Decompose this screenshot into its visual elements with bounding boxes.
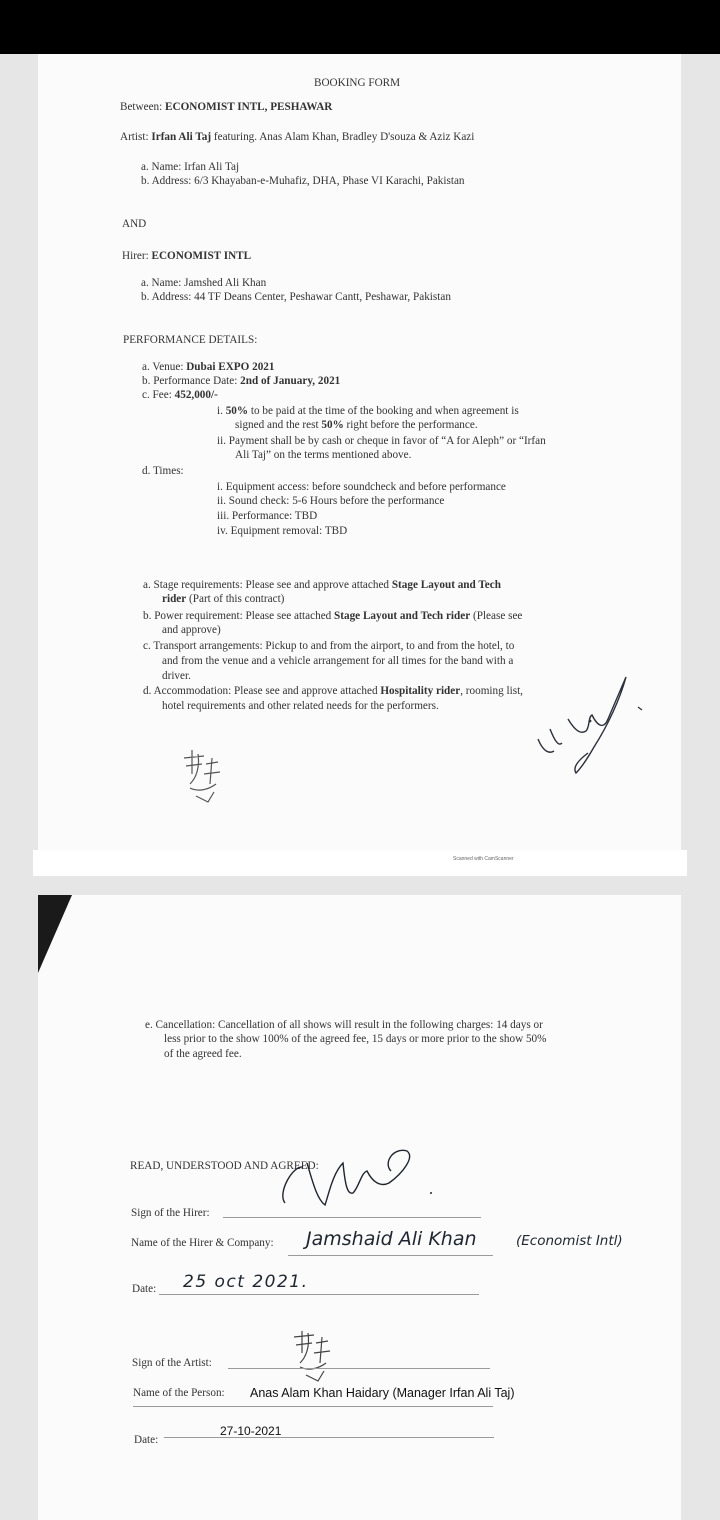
power-req-bold: Stage Layout and Tech rider [334, 610, 471, 622]
sign-hirer-label: Sign of the Hirer: [131, 1207, 210, 1219]
times-item: i. Equipment access: before soundcheck and before performance [217, 481, 506, 493]
stage-requirement-cont [162, 592, 284, 607]
date-line-artist [164, 1437, 494, 1438]
accommodation-text: d. Accommodation: Please see and approve attached [143, 685, 381, 697]
stage-requirement [143, 578, 501, 593]
and-label: AND [122, 218, 147, 230]
fee-item-i-marker: i. [217, 405, 226, 417]
venue-line [142, 360, 275, 375]
date-value: 2nd of January, 2021 [240, 375, 341, 387]
date-label: b. Performance Date: [142, 375, 241, 387]
date-line-hirer [159, 1294, 479, 1295]
person-name-label: Name of the Person: [133, 1387, 225, 1399]
hirer-date-handwritten: 25 oct 2021. [183, 1272, 309, 1292]
accommodation-cont: hotel requirements and other related needs for the performers. [162, 700, 439, 712]
power-requirement [143, 609, 522, 624]
transport-arrangements: c. Transport arrangements: Pickup to and from the airport, to and from the hotel, to [143, 640, 515, 652]
fee-item-i-cont [235, 418, 478, 433]
power-req-text: b. Power requirement: Please see attached [143, 610, 335, 622]
between-line [120, 100, 332, 115]
accommodation-bold: Hospitality rider [380, 685, 461, 697]
hirer-signature-drawing [528, 669, 658, 779]
times-label: d. Times: [142, 465, 184, 477]
artist-item: b. Address: 6/3 Khayaban-e-Muhafiz, DHA, Phase VI Karachi, Pakistan [141, 175, 465, 187]
date-line [142, 374, 340, 389]
artist-signature-stamp [178, 744, 228, 808]
artist-name: Irfan Ali Taj [151, 131, 212, 143]
fee-item-ii-cont: Ali Taj” on the terms mentioned above. [235, 449, 412, 461]
sign-artist-line [228, 1368, 490, 1369]
hirer-label: Hirer: [122, 250, 152, 262]
accommodation-note: , rooming list, [460, 685, 523, 697]
status-bar [0, 0, 720, 54]
date-label-hirer: Date: [132, 1283, 157, 1295]
fee-item-ii: ii. Payment shall be by cash or cheque in favor of “A for Aleph” or “Irfan [217, 435, 546, 447]
power-req-note: (Please see [470, 610, 523, 622]
cancellation-clause-end: of the agreed fee. [164, 1048, 242, 1060]
sign-hirer-line [223, 1217, 481, 1218]
hirer-value: ECONOMIST INTL [151, 250, 252, 262]
stage-req-bold: Stage Layout and Tech [391, 579, 501, 591]
artist-label: Artist: [120, 131, 152, 143]
power-requirement-cont: and approve) [162, 624, 221, 636]
fee-label: c. Fee: [142, 389, 175, 401]
hirer-item: a. Name: Jamshed Ali Khan [141, 277, 267, 289]
agreement-statement: READ, UNDERSTOOD AND AGREED: [130, 1160, 319, 1172]
artist-line [120, 130, 474, 145]
fee-item-i-cont-end: right before the performance. [343, 419, 478, 431]
stage-req-text: a. Stage requirements: Please see and approve attached [143, 579, 392, 591]
times-item: iv. Equipment removal: TBD [217, 525, 348, 537]
stage-req-note: (Part of this contract) [186, 593, 285, 605]
artist-item: a. Name: Irfan Ali Taj [141, 161, 240, 173]
times-item: ii. Sound check: 5-6 Hours before the performance [217, 495, 445, 507]
fee-line [142, 388, 218, 403]
fee-percent: 50% [225, 405, 249, 417]
artist-signature-stamp [288, 1325, 338, 1385]
fee-item-i-cont-text: signed and the rest [235, 419, 322, 431]
hirer-company-handwritten: (Economist Intl) [516, 1233, 623, 1249]
times-item: iii. Performance: TBD [217, 510, 318, 522]
artist-date-value: 27-10-2021 [220, 1424, 282, 1438]
fee-item-i [217, 404, 519, 419]
between-value: ECONOMIST INTL, PESHAWAR [165, 101, 333, 113]
hirer-name-handwritten: Jamshaid Ali Khan [306, 1228, 477, 1250]
transport-arrangements-end: driver. [162, 670, 191, 682]
person-name-line [133, 1406, 493, 1407]
scanner-footer [33, 850, 687, 876]
hirer-name-line [288, 1255, 493, 1256]
scanner-mark: Scanned with CamScanner [453, 856, 514, 862]
cancellation-clause: e. Cancellation: Cancellation of all shows will result in the following charges: 14 days or [145, 1019, 543, 1031]
sign-artist-label: Sign of the Artist: [132, 1357, 212, 1369]
page-corner-shadow [38, 895, 72, 973]
accommodation [143, 684, 523, 699]
booking-form-page-2 [38, 895, 681, 1520]
document-title: BOOKING FORM [314, 77, 401, 89]
fee-item-i-text: to be paid at the time of the booking and when agreement is [248, 405, 519, 417]
performance-heading: PERFORMANCE DETAILS: [123, 334, 258, 346]
venue-value: Dubai EXPO 2021 [186, 361, 275, 373]
fee-percent: 50% [321, 419, 344, 431]
transport-arrangements-cont: and from the venue and a vehicle arrangement for all times for the band with a [162, 655, 514, 667]
stage-req-rider: rider [162, 593, 187, 605]
hirer-signature-drawing [263, 1143, 433, 1219]
artist-rest: featuring. Anas Alam Khan, Bradley D'souza & Aziz Kazi [211, 131, 475, 143]
fee-value: 452,000/- [174, 389, 218, 401]
hirer-line [122, 249, 251, 264]
between-label: Between: [120, 101, 166, 113]
hirer-item: b. Address: 44 TF Deans Center, Peshawar Cantt, Peshawar, Pakistan [141, 291, 451, 303]
person-name-value: Anas Alam Khan Haidary (Manager Irfan Ali Taj) [250, 1386, 515, 1400]
date-label-artist: Date: [134, 1434, 159, 1446]
booking-form-page-1 [38, 54, 681, 850]
cancellation-clause-cont: less prior to the show 100% of the agreed fee, 15 days or more prior to the show 50% [164, 1033, 547, 1045]
venue-label: a. Venue: [142, 361, 187, 373]
hirer-name-label: Name of the Hirer & Company: [131, 1237, 274, 1249]
